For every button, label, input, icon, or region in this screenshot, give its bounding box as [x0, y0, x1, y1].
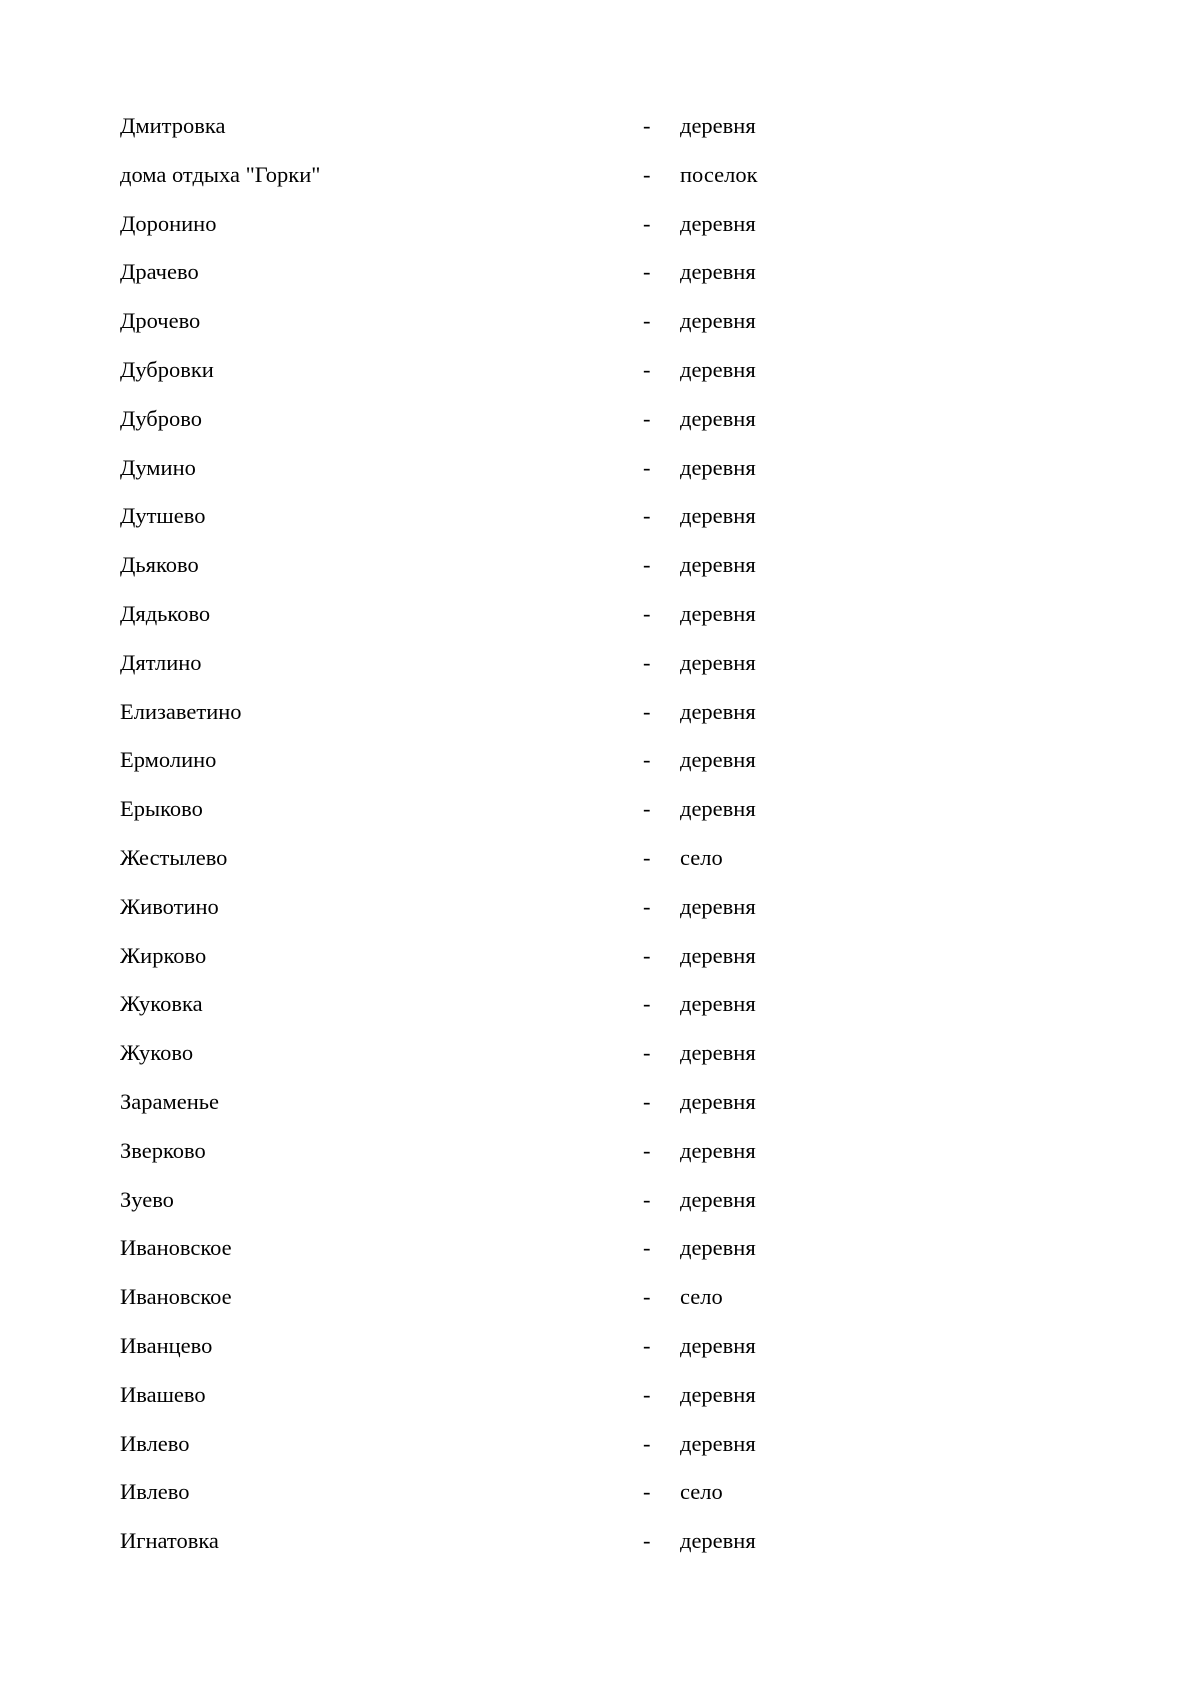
settlement-row — [120, 453, 840, 502]
settlement-name: Дятлино — [120, 649, 202, 675]
settlement-name: Жуково — [120, 1040, 194, 1066]
settlement-type: деревня — [680, 1332, 756, 1358]
separator-dash: - — [643, 259, 651, 285]
settlement-type: деревня — [680, 503, 756, 529]
settlement-name: Доронино — [120, 210, 217, 236]
separator-dash: - — [643, 454, 651, 480]
settlement-name: Животино — [120, 893, 219, 919]
settlement-row — [120, 1136, 840, 1185]
separator-dash: - — [643, 161, 651, 187]
settlement-row — [120, 1331, 840, 1380]
settlement-type: поселок — [680, 161, 758, 187]
settlement-type: деревня — [680, 747, 756, 773]
separator-dash: - — [643, 1186, 651, 1212]
settlement-type: деревня — [680, 796, 756, 822]
settlement-row — [120, 697, 840, 746]
separator-dash: - — [643, 698, 651, 724]
separator-dash: - — [643, 991, 651, 1017]
separator-dash: - — [643, 1479, 651, 1505]
settlement-type: село — [680, 1284, 723, 1310]
settlement-row — [120, 501, 840, 550]
settlement-row — [120, 1429, 840, 1478]
separator-dash: - — [643, 1235, 651, 1261]
settlement-type: деревня — [680, 1186, 756, 1212]
separator-dash: - — [643, 1528, 651, 1554]
separator-dash: - — [643, 503, 651, 529]
settlement-type: деревня — [680, 1430, 756, 1456]
separator-dash: - — [643, 1332, 651, 1358]
separator-dash: - — [643, 1284, 651, 1310]
settlement-type: деревня — [680, 1381, 756, 1407]
settlement-name: Дутшево — [120, 503, 206, 529]
settlement-type: село — [680, 1479, 723, 1505]
settlement-name: Ерыково — [120, 796, 203, 822]
settlement-name: Драчево — [120, 259, 199, 285]
settlement-name: Ермолино — [120, 747, 217, 773]
settlement-row — [120, 1526, 840, 1575]
settlement-name: Дубровки — [120, 356, 214, 382]
separator-dash: - — [643, 844, 651, 870]
settlement-name: Ивашево — [120, 1381, 206, 1407]
settlement-row — [120, 892, 840, 941]
settlement-name: Ивлево — [120, 1479, 190, 1505]
settlement-type: деревня — [680, 405, 756, 431]
settlement-type: деревня — [680, 356, 756, 382]
settlement-row — [120, 160, 840, 209]
separator-dash: - — [643, 796, 651, 822]
settlement-row — [120, 209, 840, 258]
separator-dash: - — [643, 113, 651, 138]
settlement-row — [120, 355, 840, 404]
settlement-type: село — [680, 844, 723, 870]
settlement-row — [120, 843, 840, 892]
settlement-row — [120, 1038, 840, 1087]
settlement-type: деревня — [680, 113, 756, 138]
separator-dash: - — [643, 356, 651, 382]
settlement-name: Дядьково — [120, 600, 211, 626]
settlement-type: деревня — [680, 942, 756, 968]
settlement-row — [120, 306, 840, 355]
separator-dash: - — [643, 649, 651, 675]
settlement-name: Ивановское — [120, 1235, 232, 1261]
settlement-row — [120, 1087, 840, 1136]
settlement-type: деревня — [680, 698, 756, 724]
separator-dash: - — [643, 308, 651, 334]
settlement-name: Жирково — [120, 942, 207, 968]
settlement-name: Зуево — [120, 1186, 174, 1212]
settlement-row — [120, 1233, 840, 1282]
settlement-name: Думино — [120, 454, 196, 480]
separator-dash: - — [643, 210, 651, 236]
settlement-type: деревня — [680, 1137, 756, 1163]
settlement-name: Жестылево — [120, 844, 228, 870]
separator-dash: - — [643, 1040, 651, 1066]
settlement-type: деревня — [680, 1040, 756, 1066]
settlement-row — [120, 1185, 840, 1234]
settlement-name: Жуковка — [120, 991, 203, 1017]
settlement-row — [120, 989, 840, 1038]
settlement-row — [120, 648, 840, 697]
settlement-name: Дьяково — [120, 552, 199, 578]
settlement-type: деревня — [680, 600, 756, 626]
settlement-name: Иванцево — [120, 1332, 213, 1358]
settlement-name: Дмитровка — [120, 113, 226, 138]
settlement-type: деревня — [680, 649, 756, 675]
settlement-row — [120, 111, 840, 160]
separator-dash: - — [643, 1137, 651, 1163]
settlement-row — [120, 404, 840, 453]
settlement-type: деревня — [680, 1235, 756, 1261]
settlement-row — [120, 794, 840, 843]
separator-dash: - — [643, 405, 651, 431]
settlement-row — [120, 550, 840, 599]
settlement-list — [120, 111, 840, 1575]
separator-dash: - — [643, 1430, 651, 1456]
settlement-row — [120, 599, 840, 648]
settlement-row — [120, 1282, 840, 1331]
separator-dash: - — [643, 747, 651, 773]
settlement-row — [120, 257, 840, 306]
settlement-type: деревня — [680, 259, 756, 285]
settlement-type: деревня — [680, 210, 756, 236]
settlement-row — [120, 1380, 840, 1429]
settlement-type: деревня — [680, 991, 756, 1017]
separator-dash: - — [643, 600, 651, 626]
settlement-type: деревня — [680, 1088, 756, 1114]
separator-dash: - — [643, 1381, 651, 1407]
separator-dash: - — [643, 552, 651, 578]
settlement-type: деревня — [680, 552, 756, 578]
separator-dash: - — [643, 942, 651, 968]
settlement-name: Зверково — [120, 1137, 206, 1163]
settlement-row — [120, 745, 840, 794]
settlement-type: деревня — [680, 454, 756, 480]
settlement-name: Зараменье — [120, 1088, 220, 1114]
settlement-name: Ивановское — [120, 1284, 232, 1310]
settlement-name: дома отдыха "Горки" — [120, 161, 321, 187]
settlement-name: Дуброво — [120, 405, 202, 431]
settlement-type: деревня — [680, 893, 756, 919]
separator-dash: - — [643, 1088, 651, 1114]
settlement-row — [120, 1477, 840, 1526]
settlement-name: Дрочево — [120, 308, 201, 334]
settlement-name: Елизаветино — [120, 698, 242, 724]
settlement-row — [120, 941, 840, 990]
settlement-name: Игнатовка — [120, 1528, 219, 1554]
settlement-name: Ивлево — [120, 1430, 190, 1456]
separator-dash: - — [643, 893, 651, 919]
settlement-type: деревня — [680, 308, 756, 334]
settlement-type: деревня — [680, 1528, 756, 1554]
